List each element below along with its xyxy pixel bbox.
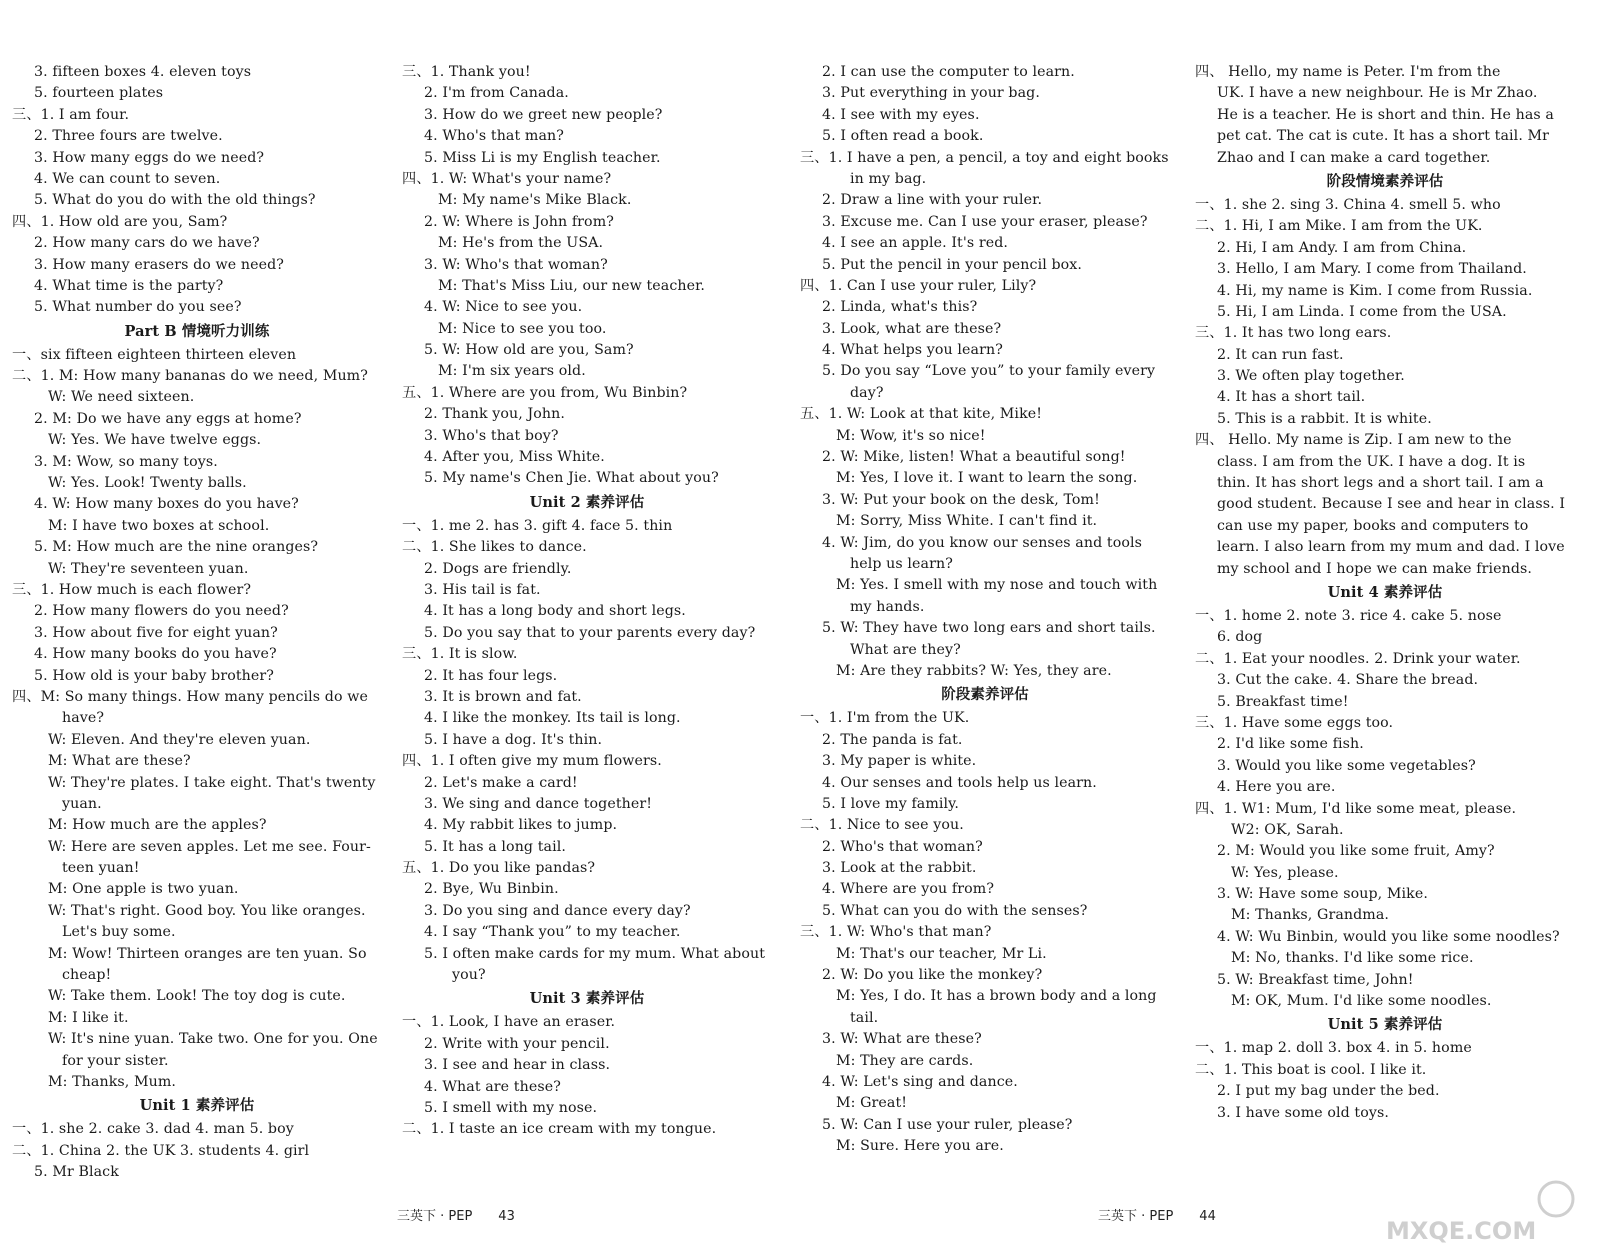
section-heading: Unit 2 素养评估 [529,493,645,511]
section-heading: 阶段素养评估 [941,686,1029,704]
text-line: teen yuan! [62,860,140,877]
text-line: M: Sorry, Miss White. I can't find it. [836,513,1098,530]
text-line: M: He's from the USA. [438,235,604,252]
text-line: 3. How about five for eight yuan? [34,624,278,641]
footer-right-page-number: 44 [1199,1209,1216,1224]
text-line: 4. My rabbit likes to jump. [424,817,618,834]
text-line: 6. dog [1217,629,1263,646]
text-line: 4. Hi, my name is Kim. I come from Russia. [1217,282,1533,299]
text-line: 四、1. How old are you, Sam? [12,213,228,230]
text-line: 2. It can run fast. [1217,346,1344,363]
column-1 [12,62,382,1184]
text-line: 3. fifteen boxes 4. eleven toys [34,64,252,80]
text-line: 二、1. This boat is cool. I like it. [1195,1061,1427,1078]
text-line: 三、1. Have some eggs too. [1195,714,1394,731]
text-line: 二、1. I taste an ice cream with my tongue. [402,1121,717,1138]
text-line: 4. We can count to seven. [34,170,221,187]
text-line: 5. fourteen plates [34,85,164,102]
text-line: 3. How many eggs do we need? [34,149,265,166]
text-line: 2. I'm from Canada. [424,85,569,102]
text-line: 2. W: Mike, listen! What a beautiful song! [822,449,1126,466]
text-line: M: Nice to see you too. [438,320,607,337]
text-line: 3. Put everything in your bag. [822,85,1040,102]
text-line: 2. W: Do you like the monkey? [822,967,1043,984]
text-line: M: Thanks, Grandma. [1231,907,1390,924]
watermark-text: MXQE.COM [1386,1217,1537,1245]
text-line: W: Yes. We have twelve eggs. [48,432,262,449]
text-line: 4. Here you are. [1217,779,1336,796]
text-line: W2: OK, Sarah. [1231,821,1344,838]
text-line: W: Here are seven apples. Let me see. Four- [48,838,371,855]
text-line: He is a teacher. He is short and thin. He has a [1217,106,1554,123]
text-line: 5. This is a rabbit. It is white. [1217,410,1432,427]
text-line: M: Are they rabbits? W: Yes, they are. [836,662,1112,679]
text-line: 5. I often make cards for my mum. What about [424,945,766,962]
text-line: 3. We sing and dance together! [424,795,653,812]
text-line: 4. What helps you learn? [822,342,1003,359]
text-line: 三、1. I have a pen, a pencil, a toy and eight books [800,149,1169,166]
text-line: 3. M: Wow, so many toys. [34,453,218,470]
section-heading: Unit 4 素养评估 [1327,583,1443,601]
text-line: 4. Who's that man? [424,128,564,145]
text-line: 4. Our senses and tools help us learn. [822,774,1097,791]
text-line: M: I like it. [48,1009,129,1026]
text-line: 2. Dogs are friendly. [424,560,572,577]
text-line: 四、1. W1: Mum, I'd like some meat, please. [1195,800,1517,817]
text-line: M: That's our teacher, Mr Li. [836,945,1047,962]
text-line: M: One apple is two yuan. [48,881,239,898]
text-line: 二、1. M: How many bananas do we need, Mum? [12,368,368,385]
text-line: 二、1. Nice to see you. [800,817,964,834]
text-line: 5. What do you do with the old things? [34,192,316,209]
text-line: W: Yes. Look! Twenty balls. [48,475,247,492]
text-line: 三、1. W: Who's that man? [800,924,992,941]
text-line: 四、M: So many things. How many pencils do we [12,688,368,705]
text-line: W: Take them. Look! The toy dog is cute. [48,988,346,1005]
text-line: 4. I see with my eyes. [822,106,980,123]
text-line: 5. W: They have two long ears and short tails. [822,620,1156,637]
text-line: 2. Bye, Wu Binbin. [424,881,559,898]
text-line: 三、1. I am four. [12,106,130,123]
text-line: 4. What are these? [424,1078,561,1095]
text-line: 3. How many erasers do we need? [34,256,284,273]
column-2 [402,62,772,1141]
text-line: W: We need sixteen. [48,389,195,406]
text-line: my hands. [850,598,925,615]
text-line: 3. I have some old toys. [1217,1104,1389,1121]
column-3-lines [800,62,1170,1158]
text-line: 2. Who's that woman? [822,838,983,855]
text-line: yuan. [62,795,102,812]
text-line: 5. Put the pencil in your pencil box. [822,256,1082,273]
text-line: 2. How many flowers do you need? [34,603,289,620]
section-heading: Unit 1 素养评估 [139,1097,255,1115]
text-line: thin. It has short legs and a short tail. I am a [1217,475,1544,492]
text-line: M: How much are the apples? [48,817,267,834]
text-line: Zhao and I can make a card together. [1217,149,1491,166]
text-line: 3. W: Have some soup, Mike. [1217,886,1428,903]
text-line: M: Thanks, Mum. [48,1073,177,1090]
text-line: 四、 Hello, my name is Peter. I'm from the [1195,64,1501,80]
text-line: learn. I also learn from my mum and dad. I love [1217,539,1565,556]
column-3 [800,62,1170,1158]
text-line: 4. W: Wu Binbin, would you like some noodles? [1217,928,1560,945]
text-line: in my bag. [850,170,927,187]
footer-left-page-number: 43 [498,1209,515,1224]
text-line: 4. I say “Thank you” to my teacher. [424,924,681,941]
text-line: 5. Hi, I am Linda. I come from the USA. [1217,303,1507,320]
text-line: 3. I see and hear in class. [424,1057,611,1074]
text-line: 4. After you, Miss White. [424,449,605,466]
text-line: 4. W: Nice to see you. [424,299,583,316]
text-line: 3. Would you like some vegetables? [1217,757,1476,774]
text-line: 2. I'd like some fish. [1217,736,1364,753]
text-line: 一、1. home 2. note 3. rice 4. cake 5. nose [1195,607,1502,624]
text-line: 四、 Hello. My name is Zip. I am new to the [1195,432,1512,449]
text-line: 一、1. map 2. doll 3. box 4. in 5. home [1195,1040,1472,1057]
text-line: 2. Let's make a card! [424,774,578,791]
text-line: 5. It has a long tail. [424,838,566,855]
text-line: tail. [850,1009,879,1026]
text-line: W: That's right. Good boy. You like oranges. [48,902,366,919]
text-line: 二、1. Eat your noodles. 2. Drink your water. [1195,650,1521,667]
text-line: 二、1. Hi, I am Mike. I am from the UK. [1195,218,1483,235]
text-line: M: Yes. I smell with my nose and touch with [836,577,1158,594]
text-line: 5. Miss Li is my English teacher. [424,149,661,166]
text-line: 三、1. Thank you! [402,64,531,80]
text-line: 4. Where are you from? [822,881,995,898]
text-line: 5. How old is your baby brother? [34,667,274,684]
text-line: 4. What time is the party? [34,277,224,294]
text-line: M: I have two boxes at school. [48,517,270,534]
text-line: 五、1. Do you like pandas? [402,860,596,877]
footer-left [397,1205,515,1224]
text-line: 5. W: Can I use your ruler, please? [822,1116,1073,1133]
text-line: have? [62,710,105,727]
text-line: 5. Mr Black [34,1164,119,1181]
section-heading: Unit 3 素养评估 [529,990,645,1008]
text-line: 3. W: What are these? [822,1031,982,1048]
text-line: UK. I have a new neighbour. He is Mr Zhao. [1217,85,1538,102]
text-line: 4. W: Jim, do you know our senses and tools [822,534,1142,551]
text-line: M: What are these? [48,753,191,770]
text-line: 3. It is brown and fat. [424,688,582,705]
text-line: 4. W: How many boxes do you have? [34,496,299,513]
text-line: 一、1. she 2. cake 3. dad 4. man 5. boy [12,1121,294,1138]
text-line: 2. W: Where is John from? [424,213,614,230]
text-line: 一、1. she 2. sing 3. China 4. smell 5. who [1195,196,1501,213]
text-line: good student. Because I see and hear in class. I [1217,496,1566,513]
text-line: 4. I see an apple. It's red. [822,235,1008,252]
watermark-logo-icon [1384,1177,1580,1247]
text-line: 一、six fifteen eighteen thirteen eleven [12,346,297,363]
text-line: 4. How many books do you have? [34,646,277,663]
text-line: 2. I can use the computer to learn. [822,64,1075,80]
text-line: 5. Breakfast time! [1217,693,1349,710]
text-line: 5. What can you do with the senses? [822,902,1088,919]
text-line: M: Yes, I love it. I want to learn the song. [836,470,1138,487]
text-line: 5. What number do you see? [34,299,242,316]
text-line: M: No, thanks. I'd like some rice. [1231,950,1474,967]
text-line: day? [850,384,884,401]
text-line: 3. My paper is white. [822,753,977,770]
section-heading: 阶段情境素养评估 [1326,172,1444,190]
text-line: 5. W: Breakfast time, John! [1217,971,1414,988]
text-line: 五、1. W: Look at that kite, Mike! [800,406,1043,423]
text-line: 2. Write with your pencil. [424,1035,610,1052]
text-line: 5. W: How old are you, Sam? [424,342,634,359]
text-line: 2. M: Would you like some fruit, Amy? [1217,843,1495,860]
text-line: my school and I hope we can make friends. [1217,560,1533,577]
text-line: M: Sure. Here you are. [836,1138,1004,1155]
text-line: 3. Excuse me. Can I use your eraser, please? [822,213,1148,230]
text-line: M: My name's Mike Black. [438,192,632,209]
text-line: 2. Three fours are twelve. [34,128,223,145]
text-line: 2. Hi, I am Andy. I am from China. [1217,239,1467,256]
text-line: 三、1. How much is each flower? [12,581,252,598]
text-line: can use my paper, books and computers to [1217,517,1529,534]
text-line: you? [452,967,486,984]
footer-right-label: 三英下 · PEP [1098,1209,1174,1224]
text-line: 2. The panda is fat. [822,731,963,748]
text-line: 四、1. I often give my mum flowers. [402,753,662,770]
text-line: 2. Linda, what's this? [822,299,978,316]
text-line: 3. Hello, I am Mary. I come from Thailand. [1217,261,1527,278]
text-line: 2. It has four legs. [424,667,558,684]
text-line: M: Yes, I do. It has a brown body and a long [836,988,1157,1005]
text-line: M: Wow! Thirteen oranges are ten yuan. So [48,945,367,962]
text-line: 二、1. She likes to dance. [402,539,587,556]
column-4-lines [1195,62,1575,1124]
text-line: 五、1. Where are you from, Wu Binbin? [402,384,688,401]
text-line: 2. How many cars do we have? [34,235,260,252]
column-1-lines [12,62,382,1184]
text-line: 2. Draw a line with your ruler. [822,192,1043,209]
text-line: 5. I often read a book. [822,128,984,145]
column-4 [1195,62,1575,1124]
text-line: W: It's nine yuan. Take two. One for you. One [48,1031,378,1048]
text-line: 3. W: Put your book on the desk, Tom! [822,491,1100,508]
text-line: M: Wow, it's so nice! [836,427,986,444]
text-line: class. I am from the UK. I have a dog. It is [1217,453,1526,470]
text-line: W: They're plates. I take eight. That's twenty [48,774,376,791]
text-line: M: Great! [836,1095,908,1112]
text-line: help us learn? [850,555,953,572]
text-line: 5. I love my family. [822,795,960,812]
text-line: 3. Who's that boy? [424,427,559,444]
watermark-logo [1384,1177,1580,1247]
text-line: 三、1. It is slow. [402,646,518,663]
text-line: 5. My name's Chen Jie. What about you? [424,470,719,487]
text-line: W: Yes, please. [1231,864,1339,881]
text-line: 三、1. It has two long ears. [1195,325,1392,342]
text-line: 3. Cut the cake. 4. Share the bread. [1217,672,1479,689]
text-line: Let's buy some. [62,924,176,941]
text-line: 5. Do you say that to your parents every day? [424,624,756,641]
text-line: What are they? [850,641,961,658]
text-line: 3. W: Who's that woman? [424,256,608,273]
column-2-lines [402,62,772,1141]
text-line: 3. Look at the rabbit. [822,860,977,877]
text-line: M: OK, Mum. I'd like some noodles. [1231,993,1492,1010]
text-line: 3. Look, what are these? [822,320,1002,337]
text-line: 一、1. Look, I have an eraser. [402,1014,616,1031]
text-line: W: Eleven. And they're eleven yuan. [48,731,311,748]
text-line: 5. I smell with my nose. [424,1099,598,1116]
text-line: 5. Do you say “Love you” to your family every [822,363,1156,380]
text-line: 4. It has a short tail. [1217,389,1366,406]
text-line: 4. It has a long body and short legs. [424,603,686,620]
text-line: cheap! [62,967,112,984]
text-line: M: I'm six years old. [438,363,586,380]
text-line: 2. I put my bag under the bed. [1217,1083,1440,1100]
text-line: W: They're seventeen yuan. [48,560,249,577]
text-line: 5. M: How much are the nine oranges? [34,539,319,556]
text-line: 3. His tail is fat. [424,581,541,598]
text-line: 5. I have a dog. It's thin. [424,731,603,748]
text-line: 四、1. Can I use your ruler, Lily? [800,277,1037,294]
text-line: 3. We often play together. [1217,368,1405,385]
text-line: 3. Do you sing and dance every day? [424,902,691,919]
text-line: for your sister. [62,1052,169,1069]
text-line: 四、1. W: What's your name? [402,170,612,187]
text-line: 二、1. China 2. the UK 3. students 4. girl [12,1142,310,1159]
text-line: 一、1. me 2. has 3. gift 4. face 5. thin [402,517,673,534]
section-heading: Unit 5 素养评估 [1327,1016,1443,1034]
text-line: 2. M: Do we have any eggs at home? [34,410,302,427]
text-line: 4. W: Let's sing and dance. [822,1073,1018,1090]
footer-right [1098,1205,1216,1224]
text-line: pet cat. The cat is cute. It has a short tail. Mr [1217,128,1550,145]
text-line: 4. I like the monkey. Its tail is long. [424,710,681,727]
text-line: 2. Thank you, John. [424,406,565,423]
section-heading: Part B 情境听力训练 [124,322,270,340]
text-line: 一、1. I'm from the UK. [800,710,970,727]
text-line: M: That's Miss Liu, our new teacher. [438,277,706,294]
text-line: 3. How do we greet new people? [424,106,663,123]
text-line: M: They are cards. [836,1052,974,1069]
footer-left-label: 三英下 · PEP [397,1209,473,1224]
